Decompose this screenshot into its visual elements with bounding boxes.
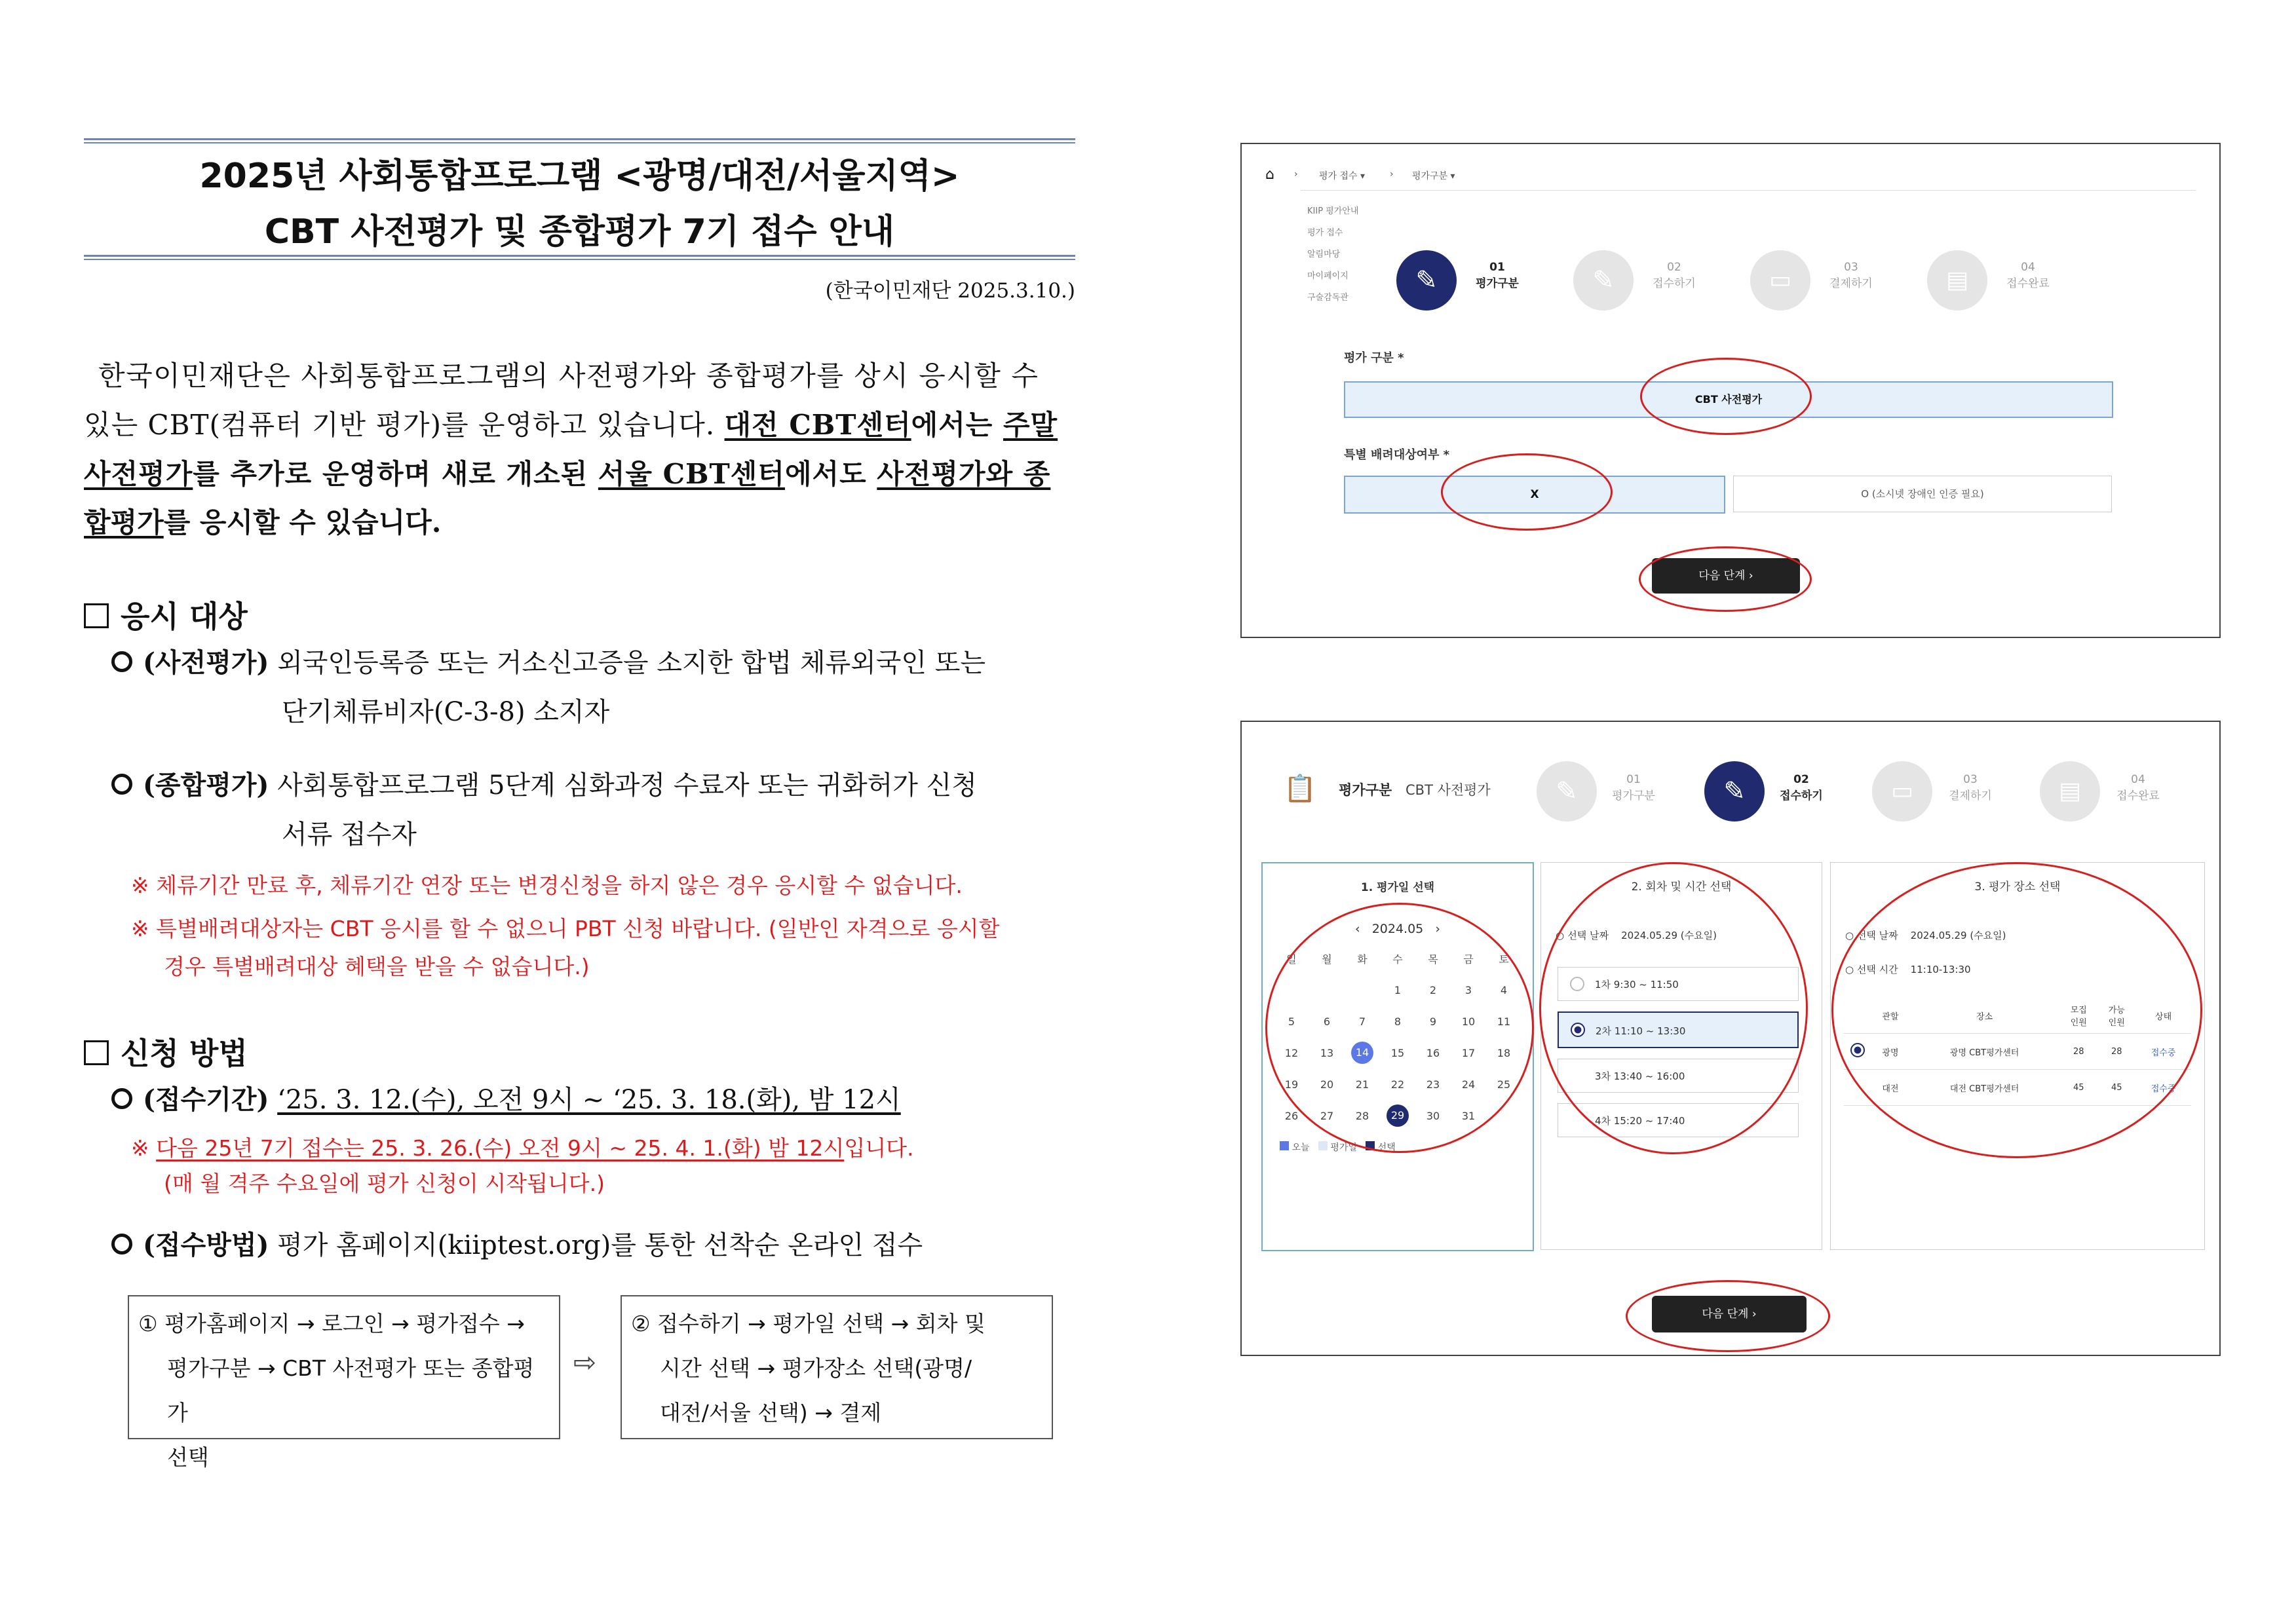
calendar-day[interactable]: 17 [1461,1046,1476,1059]
step4-clipboard-icon: ▤ [2040,761,2100,821]
next-month-icon[interactable]: › [1435,922,1441,936]
venue-panel-title: 3. 평가 장소 선택 [1974,880,2061,894]
weekday-label: 금 [1463,953,1474,966]
menu-item-oral-supervisor[interactable]: 구술감독관 [1307,293,1349,303]
note-biweekly: (매 월 격주 수요일에 평가 신청이 시작됩니다.) [164,1171,605,1196]
screenshot-step2 [1240,721,2221,1356]
bullet-comprehensive: (종합평가) 사회통합프로그램 5단계 심화과정 수료자 또는 귀화허가 신청 [111,770,977,801]
calendar-day[interactable]: 8 [1394,1015,1402,1028]
step1-label: 01 평가구분 [1476,261,1519,290]
calendar-day[interactable]: 15 [1390,1046,1405,1059]
weekday-label: 일 [1286,953,1297,966]
session-slot-selected[interactable]: 2차 11:10 ~ 13:30 [1558,1011,1799,1048]
section-eligibility: 응시 대상 [84,593,248,636]
special-label: 특별 배려대상여부 * [1344,448,1450,462]
note-next-period: ※ 다음 25년 7기 접수는 25. 3. 26.(수) 오전 9시 ~ 25. 4. 1.(화) 밤 12시입니다. [131,1135,914,1161]
calendar-day[interactable]: 23 [1426,1078,1440,1091]
step4-label: 04 접수완료 [2006,261,2050,290]
calendar-day[interactable]: 22 [1390,1078,1405,1091]
calendar-day[interactable]: 5 [1288,1015,1295,1028]
menu-item-apply[interactable]: 평가 접수 [1307,228,1343,238]
intro-line-2: 있는 CBT(컴퓨터 기반 평가)를 운영하고 있습니다. 대전 CBT센터에서는 주말 [84,409,1058,441]
process-box-2-line3: 대전/서울 선택) → 결제 [660,1400,882,1426]
type-label: 평가 구분 * [1344,351,1404,365]
intro-line-3: 사전평가를 추가로 운영하며 새로 개소된 서울 CBT센터에서도 사전평가와 종 [84,458,1051,490]
venue-capacity: 45 [2059,1070,2097,1106]
session-panel-title: 2. 회차 및 시간 선택 [1631,880,1732,894]
step2-label: 02 접수하기 [1653,261,1696,290]
legend-today-swatch [1280,1141,1289,1150]
highlight-oval [1640,358,1812,435]
venue-available: 28 [2097,1034,2135,1070]
venue-name: 광명 CBT평가센터 [1909,1034,2059,1070]
highlight-oval [1441,453,1613,531]
process-box-2-line1: ② 접수하기 → 평가일 선택 → 회차 및 [631,1311,985,1336]
venue-col-header: 모집 인원 [2059,998,2097,1034]
breadcrumb-divider [1301,190,2196,191]
step4-clipboard-icon: ▤ [1927,250,1987,311]
calendar-day[interactable]: 28 [1355,1109,1369,1122]
calendar-day[interactable]: 9 [1429,1015,1437,1028]
step4-label: 04 접수완료 [2116,773,2160,803]
calendar-day-today[interactable]: 14 [1345,1037,1380,1068]
venue-col-header: 장소 [1909,998,2059,1034]
date-panel-title: 1. 평가일 선택 [1360,881,1435,894]
venue-region: 대전 [1871,1070,1909,1106]
checkbox-square-icon [84,603,109,628]
step2-form-icon: ✎ [1704,761,1765,821]
calendar-day[interactable]: 7 [1358,1015,1366,1028]
type-option-cbt-pre[interactable]: CBT 사전평가 [1344,381,2113,418]
doc-title-line1: 2025년 사회통합프로그램 <광명/대전/서울지역> [199,157,960,196]
venue-capacity: 28 [2059,1034,2097,1070]
checkbox-square-icon [84,1040,109,1065]
next-step-button[interactable]: 다음 단계 › [1652,558,1800,594]
calendar-day[interactable]: 12 [1284,1046,1299,1059]
process-box-1-line2: 평가구분 → CBT 사전평가 또는 종합평가 [167,1355,535,1426]
calendar-day[interactable]: 1 [1394,983,1402,996]
bullet-pre-assessment: (사전평가) 외국인등록증 또는 거소신고증을 소지한 합법 체류외국인 또는 [111,647,985,679]
calendar-day[interactable]: 13 [1320,1046,1334,1059]
breadcrumb-sep-icon: › [1294,169,1298,179]
weekday-label: 토 [1499,953,1509,966]
step3-label: 03 결제하기 [1949,773,1992,803]
circle-bullet-icon [111,774,132,795]
breadcrumb-assessment[interactable]: 평가 접수 ▾ [1319,171,1366,181]
menu-item-mypage[interactable]: 마이페이지 [1307,271,1349,281]
step2-form-icon: ✎ [1573,250,1634,311]
clipboard-icon: 📋 [1284,774,1316,804]
step1-label: 01 평가구분 [1612,773,1655,803]
circle-bullet-icon [111,651,132,672]
prev-month-icon[interactable]: ‹ [1354,922,1360,936]
process-box-1-line1: ① 평가홈페이지 → 로그인 → 평가접수 → [138,1311,525,1336]
venue-time-row: ○ 선택 시간 11:10-13:30 [1845,964,1971,975]
calendar-day[interactable]: 16 [1426,1046,1440,1059]
calendar-day[interactable]: 18 [1497,1046,1511,1059]
doc-title-line2: CBT 사전평가 및 종합평가 7기 접수 안내 [264,212,895,252]
process-arrow-icon: ⇨ [573,1346,597,1378]
note-visa-expiry: ※ 체류기간 만료 후, 체류기간 연장 또는 변경신청을 하지 않은 경우 응시할 수 없습니다. [131,873,963,898]
process-box-2 [621,1295,1053,1439]
process-box-1 [128,1295,560,1470]
highlight-oval [1626,1280,1830,1352]
breadcrumb-sep-icon: › [1390,169,1394,179]
calendar-day[interactable]: 3 [1464,983,1472,996]
calendar-legend: 오늘 평가일 선택 [1280,1141,1533,1154]
intro-line-1: 한국이민재단은 사회통합프로그램의 사전평가와 종합평가를 상시 응시할 수 [98,360,1039,392]
legend-exam-swatch [1318,1141,1328,1150]
venue-date-row: ○ 선택 날짜 2024.05.29 (수요일) [1845,930,2006,941]
venue-col-header: 가능 인원 [2097,998,2135,1034]
venue-name: 대전 CBT평가센터 [1909,1070,2059,1106]
highlight-oval [1831,862,2202,1158]
session-slot[interactable]: 3차 13:40 ~ 16:00 [1558,1059,1799,1093]
menu-item-notice[interactable]: 알림마당 [1307,250,1341,259]
step3-pay-icon: ▭ [1872,761,1932,821]
calendar-day[interactable]: 20 [1320,1078,1334,1091]
calendar-day[interactable]: 6 [1323,1015,1331,1028]
nav-dropdown [1307,200,1358,309]
circle-bullet-icon [111,1234,132,1255]
weekday-label: 목 [1428,953,1438,966]
screenshot-step1 [1240,143,2221,638]
venue-region: 광명 [1871,1034,1909,1070]
calendar-day[interactable]: 31 [1461,1109,1476,1122]
selected-date-row: ○ 선택 날짜 2024.05.29 (수요일) [1556,930,1717,941]
step1-pen-icon: ✎ [1537,761,1597,821]
special-option-x[interactable]: X [1344,476,1725,514]
step3-pay-icon: ▭ [1750,250,1810,311]
note-special-care-2: 경우 특별배려대상 혜택을 받을 수 없습니다.) [164,954,590,979]
weekday-label: 화 [1357,953,1368,966]
step3-label: 03 결제하기 [1829,261,1873,290]
weekday-label: 월 [1322,953,1332,966]
process-box-1-line3: 선택 [167,1445,209,1470]
calendar-day[interactable]: 26 [1284,1109,1299,1122]
venue-status: 접수중 [2135,1034,2191,1070]
weekday-label: 수 [1392,953,1403,966]
section-application: 신청 방법 [84,1030,248,1073]
breadcrumb-type[interactable]: 평가구분 ▾ [1412,171,1455,181]
highlight-oval [1265,903,1534,1153]
calendar-day[interactable]: 24 [1461,1078,1476,1091]
venue-col-header: 관할 [1871,998,1909,1034]
highlight-oval [1539,862,1808,1154]
calendar-day[interactable]: 30 [1426,1109,1440,1122]
menu-item-kiip-info[interactable]: KIIP 평가안내 [1307,206,1359,216]
calendar-day[interactable]: 25 [1497,1078,1511,1091]
circle-bullet-icon [111,1088,132,1109]
header-value: CBT 사전평가 [1406,782,1491,798]
title-rule-top [84,138,1075,143]
calendar-day[interactable]: 10 [1461,1015,1476,1028]
title-rule-bottom [84,255,1075,260]
calendar-day[interactable]: 19 [1284,1078,1299,1091]
note-special-care-1: ※ 특별배려대상자는 CBT 응시를 할 수 없으니 PBT 신청 바랍니다. (일반인 자격으로 응시할 [131,916,1000,941]
home-icon[interactable]: ⌂ [1265,166,1274,183]
header-title: 평가구분 [1339,782,1392,798]
session-slot[interactable]: 1차 9:30 ~ 11:50 [1558,967,1799,1001]
highlight-oval [1639,546,1812,612]
venue-available: 45 [2097,1070,2135,1106]
special-option-o[interactable]: O (소시넷 장애인 인증 필요) [1733,476,2112,512]
process-box-2-line2: 시간 선택 → 평가장소 선택(광명/ [660,1355,972,1381]
calendar-day-selected[interactable]: 29 [1380,1100,1415,1131]
step2-label: 02 접수하기 [1780,773,1823,803]
calendar-day[interactable]: 21 [1355,1078,1369,1091]
doc-source: (한국이민재단 2025.3.10.) [825,279,1075,303]
step1-pen-icon: ✎ [1396,250,1457,311]
venue-status: 접수중 [2135,1070,2191,1106]
calendar-day[interactable]: 4 [1500,983,1508,996]
session-slot[interactable]: 4차 15:20 ~ 17:40 [1558,1103,1799,1137]
bullet-period: (접수기간) ‘25. 3. 12.(수), 오전 9시 ~ ‘25. 3. 18.(화), 밤 12시 [111,1084,901,1116]
month-label: 2024.05 [1371,922,1424,936]
bullet-method: (접수방법) 평가 홈페이지(kiiptest.org)를 통한 선착순 온라인 접수 [111,1230,923,1261]
calendar-day[interactable]: 11 [1497,1015,1511,1028]
intro-line-4: 합평가를 응시할 수 있습니다. [84,506,442,538]
calendar-day[interactable]: 27 [1320,1109,1334,1122]
calendar-day[interactable]: 2 [1429,983,1437,996]
pre-assessment-line2: 단기체류비자(C-3-8) 소지자 [282,697,610,727]
next-step-button[interactable]: 다음 단계 › [1652,1296,1807,1332]
comprehensive-line2: 서류 접수자 [282,820,417,850]
venue-col-header: 상태 [2135,998,2191,1034]
